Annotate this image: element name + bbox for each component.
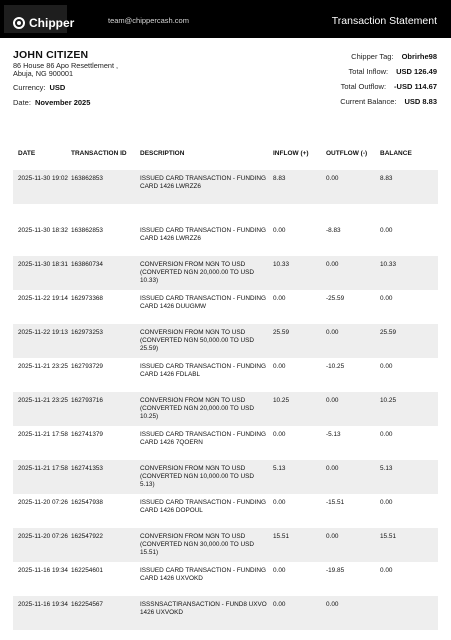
row-date: 2025-11-16 19:34 — [18, 567, 68, 574]
row-inflow: 0.00 — [273, 295, 286, 302]
row-date: 2025-11-20 07:26 — [18, 499, 68, 506]
row-outflow: 0.00 — [326, 329, 339, 336]
row-inflow: 0.00 — [273, 601, 286, 608]
row-balance: 0.00 — [380, 499, 393, 506]
row-date: 2025-11-21 23:25 — [18, 397, 68, 404]
row-balance: 0.00 — [380, 431, 393, 438]
row-description: CONVERSION FROM NGN TO USD (CONVERTED NGN 30,000.00 TO USD 15.51) — [140, 533, 255, 556]
address-line-2: Abuja, NG 900001 — [13, 69, 74, 78]
table-row — [13, 562, 438, 596]
row-description: CONVERSION FROM NGN TO USD (CONVERTED NGN 20,000.00 TO USD 10.25) — [140, 397, 255, 420]
table-row — [13, 256, 438, 290]
row-transaction-id: 163862853 — [71, 175, 103, 182]
row-outflow: -15.51 — [326, 499, 345, 506]
row-transaction-id: 162741353 — [71, 465, 103, 472]
row-description: CONVERSION FROM NGN TO USD (CONVERTED NGN 20,000.00 TO USD 10.33) — [140, 261, 255, 284]
row-inflow: 10.33 — [273, 261, 289, 268]
current-balance-row — [340, 97, 437, 106]
row-transaction-id: 163860734 — [71, 261, 103, 268]
row-transaction-id: 162973253 — [71, 329, 103, 336]
row-description: ISSUED CARD TRANSACTION - FUNDING CARD 1426 LWRZZ6 — [140, 175, 266, 190]
row-balance: 10.33 — [380, 261, 396, 268]
row-date: 2025-11-21 23:25 — [18, 363, 68, 370]
row-outflow: 0.00 — [326, 601, 339, 608]
row-outflow: 0.00 — [326, 465, 339, 472]
row-transaction-id: 162254601 — [71, 567, 103, 574]
table-row — [13, 596, 438, 630]
row-inflow: 25.59 — [273, 329, 289, 336]
row-transaction-id: 162793716 — [71, 397, 103, 404]
row-description: CONVERSION FROM NGN TO USD (CONVERTED NGN 10,000.00 TO USD 5.13) — [140, 465, 255, 488]
row-description: ISSUED CARD TRANSACTION - FUNDING CARD 1426 UXVOKD — [140, 567, 266, 582]
row-description: ISSUED CARD TRANSACTION - FUNDING CARD 1426 FDLABL — [140, 363, 266, 378]
row-balance: 10.25 — [380, 397, 396, 404]
summary-value: Obrirhe98 — [401, 52, 437, 61]
chipper-tag-row — [351, 52, 437, 61]
row-balance: 5.13 — [380, 465, 393, 472]
row-outflow: -19.85 — [326, 567, 345, 574]
table-row — [13, 290, 438, 324]
date-value: November 2025 — [34, 98, 91, 107]
table-row — [13, 358, 438, 392]
table-row — [13, 324, 438, 358]
row-transaction-id: 162547938 — [71, 499, 103, 506]
summary-value: -USD 114.67 — [394, 82, 437, 91]
row-date: 2025-11-20 07:26 — [18, 533, 68, 540]
row-transaction-id: 162741379 — [71, 431, 103, 438]
row-description: ISSUED CARD TRANSACTION - FUNDING CARD 1426 LWRZZ6 — [140, 227, 266, 242]
row-outflow: -25.59 — [326, 295, 345, 302]
chipper-logo — [4, 5, 75, 33]
row-balance: 15.51 — [380, 533, 396, 540]
summary-label: Chipper Tag: — [351, 52, 394, 61]
total-outflow-row — [341, 82, 437, 91]
row-transaction-id: 162254567 — [71, 601, 103, 608]
row-description: CONVERSION FROM NGN TO USD (CONVERTED NGN 50,000.00 TO USD 25.59) — [140, 329, 255, 352]
row-inflow: 0.00 — [273, 499, 286, 506]
row-outflow: -10.25 — [326, 363, 345, 370]
address-line-1: 86 House 86 Apo Resettlement , — [13, 61, 119, 70]
table-row — [13, 392, 438, 426]
column-header-transaction-id: TRANSACTION ID — [71, 150, 127, 157]
summary-label: Total Inflow: — [348, 67, 389, 76]
table-row — [13, 494, 438, 528]
column-header-outflow: OUTFLOW (-) — [326, 150, 368, 157]
total-inflow-row — [349, 67, 437, 76]
row-outflow: 0.00 — [326, 175, 339, 182]
summary-value: USD 126.49 — [396, 67, 437, 76]
row-date: 2025-11-30 18:32 — [18, 227, 68, 234]
brand-name: Chipper — [29, 16, 75, 30]
row-outflow: 0.00 — [326, 533, 339, 540]
row-date: 2025-11-21 17:58 — [18, 431, 68, 438]
row-date: 2025-11-30 19:02 — [18, 175, 68, 182]
table-row — [13, 426, 438, 460]
row-inflow: 15.51 — [273, 533, 289, 540]
currency-label: Currency: — [13, 83, 46, 92]
table-row — [13, 528, 438, 562]
row-inflow: 0.00 — [273, 227, 286, 234]
row-date: 2025-11-16 19:34 — [18, 601, 68, 608]
row-description: ISSUED CARD TRANSACTION - FUNDING CARD 1426 DOPOUL — [140, 499, 266, 514]
row-transaction-id: 162973368 — [71, 295, 103, 302]
row-outflow: -8.83 — [326, 227, 341, 234]
row-description: ISSSNSACTIRANSACTION - FUND8 UXVO 1426 UXVOKD — [140, 601, 267, 616]
table-row — [13, 170, 438, 204]
chipper-logo-icon — [13, 17, 25, 29]
column-header-date: DATE — [18, 150, 36, 157]
summary-value: USD 8.83 — [404, 97, 437, 106]
row-balance: 8.83 — [380, 175, 393, 182]
row-balance: 0.00 — [380, 295, 393, 302]
column-header-balance: BALANCE — [380, 150, 412, 157]
table-row — [13, 222, 438, 256]
row-date: 2025-11-22 19:13 — [18, 329, 68, 336]
row-transaction-id: 162547922 — [71, 533, 103, 540]
row-inflow: 5.13 — [273, 465, 286, 472]
summary-label: Total Outflow: — [340, 82, 387, 91]
row-date: 2025-11-22 19:14 — [18, 295, 68, 302]
row-inflow: 8.83 — [273, 175, 286, 182]
row-balance: 0.00 — [380, 363, 393, 370]
summary-label: Current Balance: — [340, 97, 397, 106]
row-outflow: -5.13 — [326, 431, 341, 438]
column-header-inflow: INFLOW (+) — [273, 150, 309, 157]
row-inflow: 0.00 — [273, 363, 286, 370]
row-outflow: 0.00 — [326, 397, 339, 404]
currency-row — [13, 83, 65, 92]
row-balance: 0.00 — [380, 567, 393, 574]
row-outflow: 0.00 — [326, 261, 339, 268]
row-inflow: 10.25 — [273, 397, 289, 404]
row-balance: 25.59 — [380, 329, 396, 336]
row-description: ISSUED CARD TRANSACTION - FUNDING CARD 1426 7QOERN — [140, 431, 266, 446]
table-row — [13, 460, 438, 494]
top-bar — [0, 0, 451, 38]
support-email: team@chippercash.com — [108, 16, 189, 25]
row-description: ISSUED CARD TRANSACTION - FUNDING CARD 1426 DUUGMW — [140, 295, 266, 310]
date-label: Date: — [13, 98, 31, 107]
row-date: 2025-11-21 17:58 — [18, 465, 68, 472]
currency-value: USD — [49, 83, 66, 92]
statement-title: Transaction Statement — [331, 15, 437, 27]
row-inflow: 0.00 — [273, 431, 286, 438]
date-row — [13, 98, 90, 107]
row-transaction-id: 163862853 — [71, 227, 103, 234]
column-header-description: DESCRIPTION — [140, 150, 185, 157]
table-header — [0, 150, 451, 160]
row-date: 2025-11-30 18:31 — [18, 261, 68, 268]
row-transaction-id: 162793729 — [71, 363, 103, 370]
row-inflow: 0.00 — [273, 567, 286, 574]
row-balance: 0.00 — [380, 227, 393, 234]
account-holder-name: JOHN CITIZEN — [13, 49, 89, 61]
